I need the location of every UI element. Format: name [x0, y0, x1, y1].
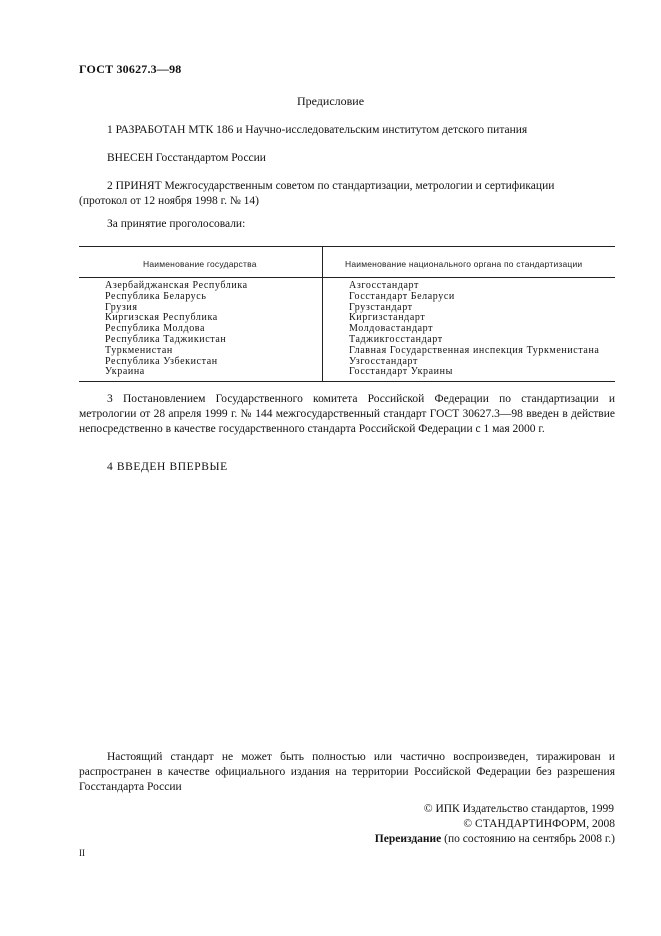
table-header-state: Наименование государства	[143, 259, 257, 269]
item-2-line-2: (протокол от 12 ноября 1998 г. № 14)	[79, 195, 260, 207]
item-2-line-1: 2 ПРИНЯТ Межгосударственным советом по стандартизации, метрологии и сертификации	[107, 180, 555, 192]
item-3-decree: 3 Постановлением Государственного комитета Российской Федерации по стандартизации и метрологии от 28 апреля 1999 г. № 144 межгосударственный стандарт ГОСТ 30627.3—98 введен в действие непосредственно в качестве государственного стандарта Российской Федерации с 1 мая 2000 г.	[79, 393, 615, 435]
reissue-date: (по состоянию на сентябрь 2008 г.)	[441, 833, 615, 845]
copyright-block	[79, 802, 615, 847]
table-cell-state: Туркменистан	[105, 344, 173, 356]
table-column-bodies	[349, 281, 599, 378]
table-cell-body: Главная Государственная инспекция Туркменистана	[349, 344, 600, 356]
table-header-divider	[79, 277, 615, 278]
table-cell-state: Грузия	[105, 301, 138, 313]
copyright-1999: © ИПК Издательство стандартов, 1999	[423, 803, 614, 815]
table-cell-body: Госстандарт Беларуси	[349, 290, 455, 302]
item-4-first-introduced: 4 ВВЕДЕН ВПЕРВЫЕ	[107, 461, 228, 473]
table-column-divider	[322, 247, 323, 381]
table-cell-body: Госстандарт Украины	[349, 366, 453, 378]
table-cell-state: Республика Беларусь	[105, 290, 207, 302]
voting-table	[79, 246, 615, 382]
table-cell-body: Молдовастандарт	[349, 323, 434, 335]
page-number: II	[79, 848, 85, 858]
voted-label: За принятие проголосовали:	[107, 218, 246, 230]
table-cell-body: Узгосстандарт	[349, 355, 418, 367]
table-cell-body: Таджикгосстандарт	[349, 333, 443, 345]
document-code: ГОСТ 30627.3—98	[79, 62, 182, 76]
introduced-by: ВНЕСЕН Госстандартом России	[107, 152, 266, 164]
reproduction-notice: Настоящий стандарт не может быть полностью или частично воспроизведен, тиражирован и распространен в качестве официального издания на территории Российской Федерации без разрешения Госстандарта России	[79, 751, 615, 793]
reissue-note	[79, 832, 615, 847]
item-1-developed: 1 РАЗРАБОТАН МТК 186 и Научно-исследовательским институтом детского питания	[107, 124, 528, 136]
copyright-2008: © СТАНДАРТИНФОРМ, 2008	[463, 818, 615, 830]
table-cell-state: Республика Молдова	[105, 323, 206, 335]
section-title: Предисловие	[296, 94, 365, 108]
table-cell-body: Азгосстандарт	[349, 280, 419, 291]
table-cell-state: Республика Узбекистан	[105, 355, 218, 367]
table-cell-state: Азербайджанская Республика	[105, 280, 248, 291]
table-cell-body: Грузстандарт	[349, 301, 413, 313]
item-2-adopted	[79, 179, 615, 209]
table-header-body: Наименование национального органа по стандартизации	[345, 259, 583, 269]
reissue-label: Переиздание	[374, 833, 442, 845]
table-cell-state: Киргизская Республика	[105, 312, 218, 324]
table-cell-state: Республика Таджикистан	[105, 333, 227, 345]
table-cell-state: Украина	[105, 366, 145, 378]
table-column-states	[105, 281, 248, 378]
table-cell-body: Киргизстандарт	[349, 312, 426, 324]
